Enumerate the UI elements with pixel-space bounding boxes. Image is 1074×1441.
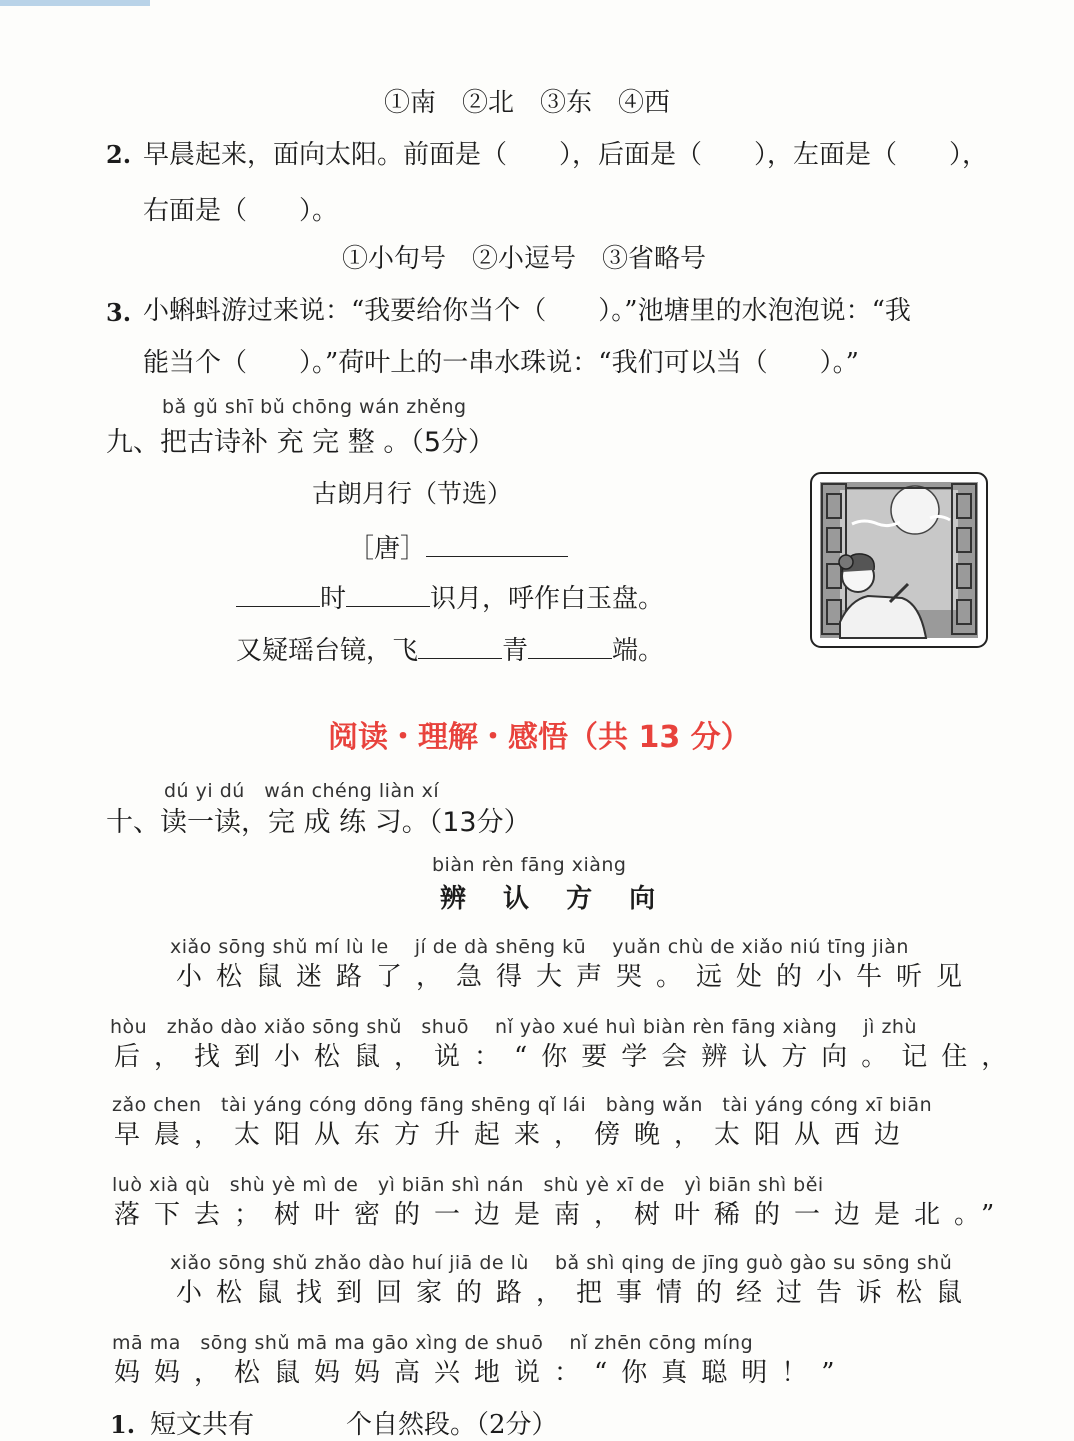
options-directions: ①南 ②北 ③东 ④西 [384, 88, 671, 118]
poem-blank-3[interactable] [418, 632, 502, 659]
story-line-3-pinyin: zǎo chen tài yáng cóng dōng fāng shēng qǐ lái bàng wǎn tài yáng cóng xī biān [112, 1094, 933, 1116]
story-line-4: 落下去；树叶密的一边是南，树叶稀的一边是北。” [114, 1200, 1009, 1230]
poem-blank-4[interactable] [528, 632, 612, 659]
sub-question-1-number: 1. [110, 1410, 136, 1439]
question-2-line-2: 右面是（ ）。 [143, 196, 339, 226]
story-line-5-pinyin: xiǎo sōng shǔ zhǎo dào huí jiā de lù bǎ shì qing de jīng guò gào su sōng shǔ [170, 1252, 953, 1274]
q10-heading: 十、读一读，完 成 练 习。（13分） [106, 807, 531, 838]
story-line-5: 小松鼠找到回家的路，把事情的经过告诉松鼠 [176, 1278, 977, 1308]
story-title: 辨 认 方 向 [440, 884, 670, 914]
story-title-pinyin: biàn rèn fāng xiàng [432, 854, 627, 876]
author-blank[interactable] [426, 530, 568, 557]
story-line-3: 早晨，太阳从东方升起来，傍晚，太阳从西边 [114, 1120, 915, 1150]
story-line-1-pinyin: xiǎo sōng shǔ mí lù le jí de dà shēng kū yuǎn chù de xiǎo niú tīng jiàn [170, 936, 909, 958]
story-line-6: 妈妈，松鼠妈妈高兴地说：“你真聪明！” [114, 1358, 849, 1388]
scan-edge-mark [0, 0, 150, 6]
q9-pinyin: bǎ gǔ shī bǔ chōng wán zhěng [162, 396, 467, 418]
poem-line-2: 又疑瑶台镜，飞 青 端。 [236, 630, 664, 667]
story-line-2: 后，找到小松鼠，说：“你要学会辨认方向。记住， [114, 1042, 1022, 1072]
poem-title: 古朗月行（节选） [312, 479, 513, 508]
story-line-4-pinyin: luò xià qù shù yè mì de yì biān shì nán shù yè xī de yì biān shì běi [112, 1174, 824, 1196]
question-3-line-1: 小蝌蚪游过来说：“我要给你当个（ ）。”池塘里的水泡泡说：“我 [143, 296, 911, 326]
options-punctuation: ①小句号 ②小逗号 ③省略号 [342, 244, 707, 274]
moon-window-illustration [810, 472, 988, 648]
poem-blank-1[interactable] [236, 580, 320, 607]
poem-line-1: 时 识月，呼作白玉盘。 [236, 578, 664, 615]
story-line-1: 小松鼠迷路了，急得大声哭。远处的小牛听见 [176, 962, 977, 992]
story-line-6-pinyin: mā ma sōng shǔ mā ma gāo xìng de shuō nǐ zhēn cōng míng [112, 1332, 754, 1354]
sub-question-1: 短文共有 个自然段。（2分） [150, 1410, 558, 1440]
story-line-2-pinyin: hòu zhǎo dào xiǎo sōng shǔ shuō nǐ yào xué huì biàn rèn fāng xiàng jì zhù [110, 1016, 918, 1038]
poem-dynasty: ［唐］ [348, 528, 568, 565]
section-title: 阅读・理解・感悟（共 13 分） [328, 720, 751, 755]
question-3-line-2: 能当个（ ）。”荷叶上的一串水珠说：“我们可以当（ ）。” [143, 348, 859, 378]
question-3-number: 3. [106, 298, 132, 327]
question-2-number: 2. [106, 140, 132, 169]
poem-blank-2[interactable] [346, 580, 430, 607]
question-2-line-1: 早晨起来，面向太阳。前面是（ ），后面是（ ），左面是（ ）， [143, 140, 989, 170]
q9-heading: 九、把古诗补 充 完 整 。（5分） [106, 427, 496, 458]
q10-pinyin: dú yi dú wán chéng liàn xí [164, 780, 440, 802]
